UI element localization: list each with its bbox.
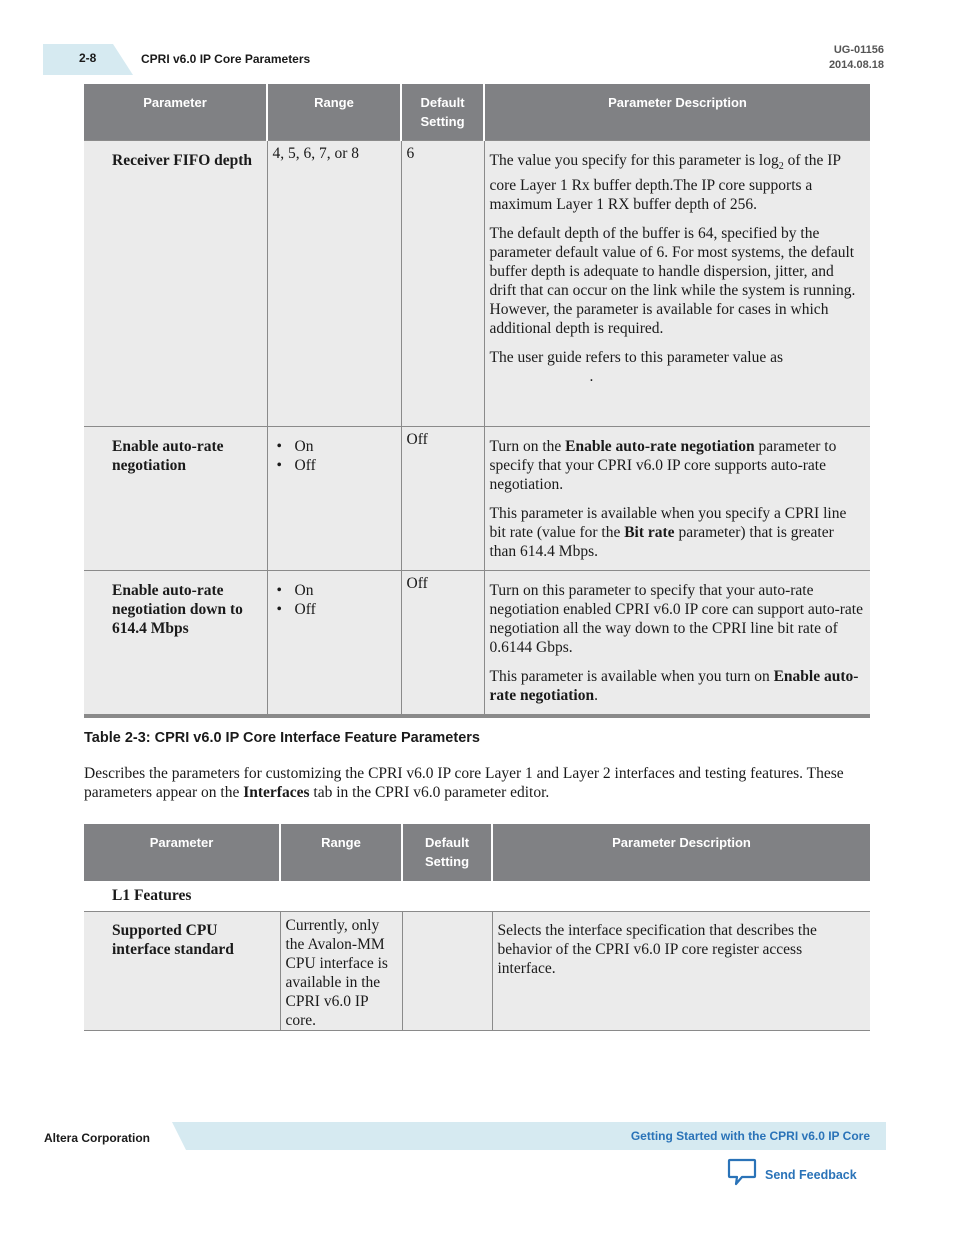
footer-company: Altera Corporation <box>44 1131 151 1145</box>
param-name: Enable auto-rate negotiation down to 614.4 Mbps <box>84 570 267 716</box>
table-header-row <box>84 824 870 881</box>
interface-parameter-table <box>84 824 870 1031</box>
table-row <box>84 426 870 570</box>
header-default-setting: Default Setting <box>401 84 484 140</box>
param-default: Off <box>401 426 484 570</box>
param-range: Currently, only the Avalon-MM CPU interface is available in the CPRI v6.0 IP core. <box>280 911 402 1030</box>
header-default-setting: Default Setting <box>402 824 492 881</box>
header-parameter-description: Parameter Description <box>484 84 870 140</box>
description-paragraph: The default depth of the buffer is 64, specified by the parameter default value of 6. For most systems, the default buffer depth is adequate to handle dispersion, jitter, and drift that can occur on the link while the system is running. However, the parameter is available for cases in which additional depth is required. <box>489 224 856 337</box>
table-caption: Table 2-3: CPRI v6.0 IP Core Interface Feature Parameters <box>84 730 480 746</box>
description-paragraph: This parameter is available when you turn on Enable auto-rate negotiation. <box>489 667 859 704</box>
table-row <box>84 911 870 1030</box>
range-option: • On <box>273 437 401 456</box>
section-title: CPRI v6.0 IP Core Parameters <box>141 52 311 66</box>
description-paragraph: Turn on the Enable auto-rate negotiation parameter to specify that your CPRI v6.0 IP core supports auto-rate negotiation. <box>489 437 837 493</box>
range-option: • Off <box>273 600 401 619</box>
param-default <box>402 911 492 1030</box>
param-description <box>484 570 870 716</box>
description-paragraph: The value you specify for this parameter is $\log_2$ of the IP core Layer 1 Rx buffer depth.The IP core supports a maximum Layer 1 RX buffer depth of 256. <box>489 151 841 213</box>
range-option: • On <box>273 581 401 600</box>
page-number: 2-8 <box>79 51 97 65</box>
header-parameter: Parameter <box>84 824 280 881</box>
description-paragraph: This parameter is available when you specify a CPRI line bit rate (value for the Bit rate parameter) that is greater than 614.4 Mbps. <box>489 504 847 560</box>
param-description: Selects the interface specification that describes the behavior of the CPRI v6.0 IP core register access interface. <box>492 911 870 1030</box>
table-row <box>84 570 870 716</box>
document-id-block <box>829 43 884 73</box>
send-feedback-link[interactable] <box>727 1158 857 1191</box>
header-parameter: Parameter <box>84 84 267 140</box>
param-default: Off <box>401 570 484 716</box>
document-id: UG-01156 <box>833 44 884 56</box>
header-parameter-description: Parameter Description <box>492 824 870 881</box>
header-range: Range <box>267 84 401 140</box>
table-row <box>84 140 870 426</box>
table-header-row <box>84 84 870 140</box>
footer-guide-link[interactable]: Getting Started with the CPRI v6.0 IP Core <box>630 1129 870 1143</box>
param-name: Supported CPU interface standard <box>84 911 280 1030</box>
header-range: Range <box>280 824 402 881</box>
section-label: L1 Features <box>84 881 870 911</box>
document-date: 2014.08.18 <box>828 59 884 71</box>
param-name: Enable auto-rate negotiation <box>84 426 267 570</box>
param-default: 6 <box>401 140 484 426</box>
parameter-table-continued <box>84 84 870 718</box>
param-range: 4, 5, 6, 7, or 8 <box>267 140 401 426</box>
param-description <box>484 140 870 426</box>
param-description <box>484 426 870 570</box>
description-paragraph: Turn on this parameter to specify that your auto-rate negotiation enabled CPRI v6.0 IP core can support auto-rate negotiation all the way down to the CPRI line bit rate of 0.6144 Gbps. <box>489 581 863 656</box>
param-range <box>267 426 401 570</box>
range-option: • Off <box>273 456 401 475</box>
table-intro-text: Describes the parameters for customizing the CPRI v6.0 IP core Layer 1 and Layer 2 interfaces and testing features. These parameters appear on the Interfaces tab in the CPRI v6.0 parameter editor. <box>84 765 844 801</box>
table-section-row <box>84 881 870 911</box>
speech-bubble-icon <box>727 1158 757 1191</box>
param-range <box>267 570 401 716</box>
description-paragraph: The user guide refers to this parameter value as . <box>489 348 784 385</box>
param-name: Receiver FIFO depth <box>84 140 267 426</box>
send-feedback-label: Send Feedback <box>765 1167 857 1182</box>
